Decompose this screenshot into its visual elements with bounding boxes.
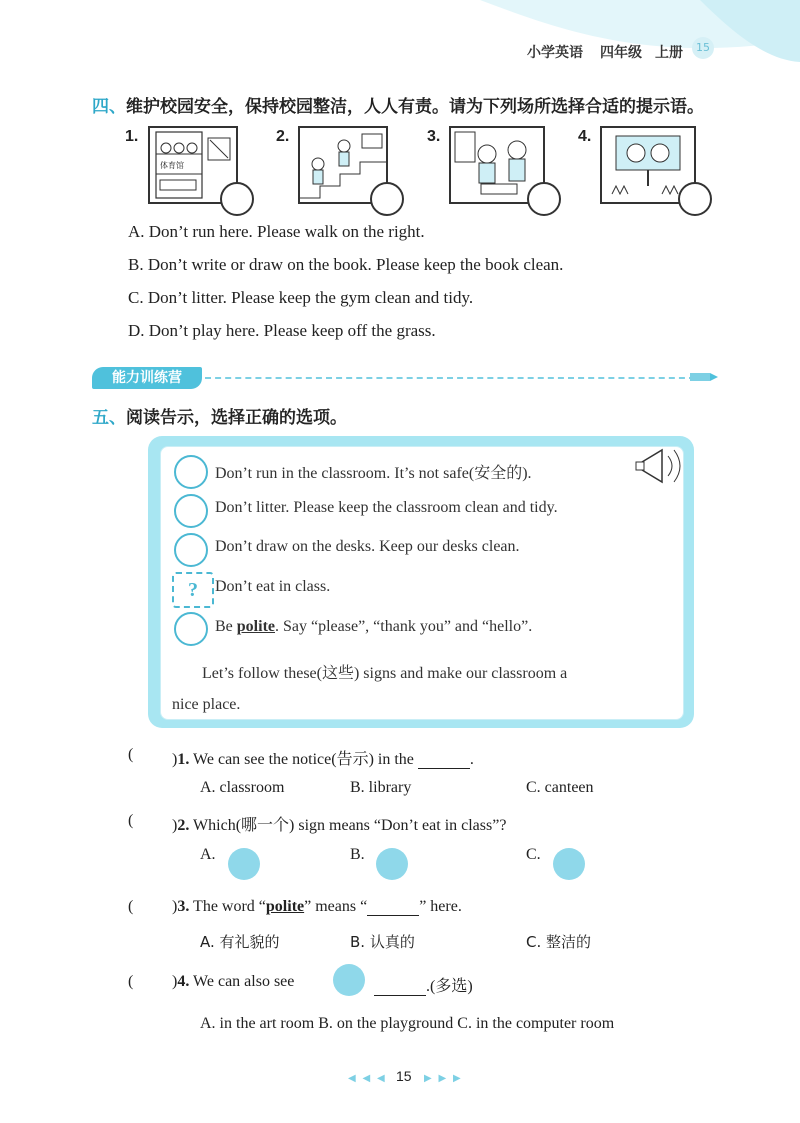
- q1-blank[interactable]: [418, 768, 470, 769]
- people-queue-icon[interactable]: [228, 848, 260, 880]
- q3-option-b: B. 认真的: [350, 933, 415, 951]
- q4-label: 4.: [177, 973, 190, 990]
- header-badge: 15: [692, 37, 714, 59]
- pencil-icon: [690, 370, 718, 384]
- picture-3-number: 3.: [427, 128, 441, 145]
- banner-divider: [205, 377, 695, 379]
- q2-paren-open[interactable]: (: [128, 812, 134, 829]
- q1-paren-open[interactable]: (: [128, 746, 134, 763]
- q3-text-a: The word “: [193, 898, 266, 915]
- notice-line-3: Don’t draw on the desks. Keep our desks clean.: [215, 538, 520, 555]
- q4-text: We can also see: [193, 973, 295, 990]
- option-a: A. Don’t run here. Please walk on the right.: [128, 222, 425, 241]
- q3-text-b: ” means “: [304, 898, 368, 915]
- no-eating-icon[interactable]: [553, 848, 585, 880]
- section4-instruction: 维护校园安全，保持校园整洁，人人有责。请为下列场所选择合适的提示语。: [126, 97, 704, 117]
- polite-word: polite: [236, 618, 275, 635]
- question-2: [172, 812, 506, 835]
- option-d: D. Don’t play here. Please keep off the grass.: [128, 321, 436, 340]
- q2-option-a: A.: [200, 846, 216, 863]
- q4-end: .(多选): [426, 978, 473, 995]
- picture-2-number: 2.: [276, 128, 290, 145]
- picture-1-number: 1.: [125, 128, 139, 145]
- megaphone-icon: [632, 440, 686, 492]
- section5-instruction: 阅读告示，选择正确的选项。: [126, 408, 347, 428]
- q1-label: 1.: [177, 751, 190, 768]
- q3-option-c: C. 整洁的: [526, 933, 592, 951]
- question-mark-icon[interactable]: ?: [172, 572, 214, 608]
- q4-paren-close: ): [172, 973, 178, 990]
- training-banner: 能力训练营: [92, 367, 202, 389]
- section5-title: [92, 403, 347, 428]
- no-drawing-desk-icon[interactable]: [376, 848, 408, 880]
- q1-end: .: [469, 751, 474, 768]
- left-arrows-icon: ◀ ◀ ◀: [348, 1073, 387, 1084]
- gym-shelf-label: 体育馆: [160, 161, 184, 170]
- page-number: 15: [396, 1068, 412, 1084]
- q1-text: We can see the notice(告示) in the: [193, 751, 414, 768]
- q1-option-a: A. classroom: [200, 779, 285, 796]
- footer-right-arrows: [424, 1068, 463, 1084]
- q2-option-b: B.: [350, 846, 365, 863]
- question-4: [172, 973, 294, 991]
- header-grade: 四年级: [600, 45, 642, 61]
- notice-line-1: Don’t run in the classroom. It’s not safe(安全的).: [215, 465, 532, 482]
- no-drawing-icon: [174, 533, 208, 567]
- section4-title: [92, 92, 704, 117]
- q2-text: Which(哪一个) sign means “Don’t eat in class”?: [193, 817, 507, 834]
- footer-left-arrows: [348, 1068, 387, 1084]
- polite-suffix: . Say “please”, “thank you” and “hello”.: [275, 618, 533, 635]
- question-1: [172, 746, 474, 769]
- q1-option-b: B. library: [350, 779, 412, 796]
- answer-circle-4[interactable]: [678, 182, 712, 216]
- section5-number: 五、: [92, 408, 126, 428]
- no-running-icon: [174, 455, 208, 489]
- q3-paren-open[interactable]: (: [128, 898, 134, 915]
- q4-paren-open[interactable]: (: [128, 973, 134, 990]
- header-volume: 上册: [655, 45, 683, 61]
- notice-line-4: Don’t eat in class.: [215, 578, 331, 595]
- section4-number: 四、: [92, 97, 126, 117]
- q4-options: A. in the art room B. on the playground C. in the computer room: [200, 1015, 615, 1032]
- q1-paren-close: ): [172, 751, 178, 768]
- q3-paren-close: ): [172, 898, 178, 915]
- notice-closing-1: Let’s follow these(这些) signs and make our classroom a: [202, 665, 568, 682]
- notice-line-2: Don’t litter. Please keep the classroom clean and tidy.: [215, 499, 558, 516]
- q3-option-a: A. 有礼貌的: [200, 933, 280, 951]
- q1-option-c: C. canteen: [526, 779, 594, 796]
- no-running-sign-icon: [333, 964, 365, 996]
- q4-tail: [374, 973, 473, 996]
- header-decoration: [0, 0, 800, 80]
- header-subject: 小学英语: [527, 45, 583, 61]
- answer-circle-1[interactable]: [220, 182, 254, 216]
- q3-text-c: ” here.: [419, 898, 462, 915]
- q2-option-c: C.: [526, 846, 541, 863]
- notice-line-5: [215, 618, 532, 636]
- no-litter-icon: [174, 494, 208, 528]
- question-3: [172, 898, 462, 916]
- polite-prefix: Be: [215, 618, 237, 635]
- q4-blank[interactable]: [374, 995, 426, 996]
- answer-circle-3[interactable]: [527, 182, 561, 216]
- picture-4-number: 4.: [578, 128, 592, 145]
- option-b: B. Don’t write or draw on the book. Please keep the book clean.: [128, 255, 564, 274]
- q2-label: 2.: [177, 817, 190, 834]
- option-c: C. Don’t litter. Please keep the gym clean and tidy.: [128, 288, 474, 307]
- polite-people-icon: [174, 612, 208, 646]
- right-arrows-icon: ▶ ▶ ▶: [424, 1073, 463, 1084]
- notice-closing-2: nice place.: [172, 696, 241, 713]
- q3-bold-word: polite: [265, 898, 305, 915]
- q2-paren-close: ): [172, 817, 178, 834]
- q3-label: 3.: [177, 898, 190, 915]
- q3-blank[interactable]: [367, 915, 419, 916]
- answer-circle-2[interactable]: [370, 182, 404, 216]
